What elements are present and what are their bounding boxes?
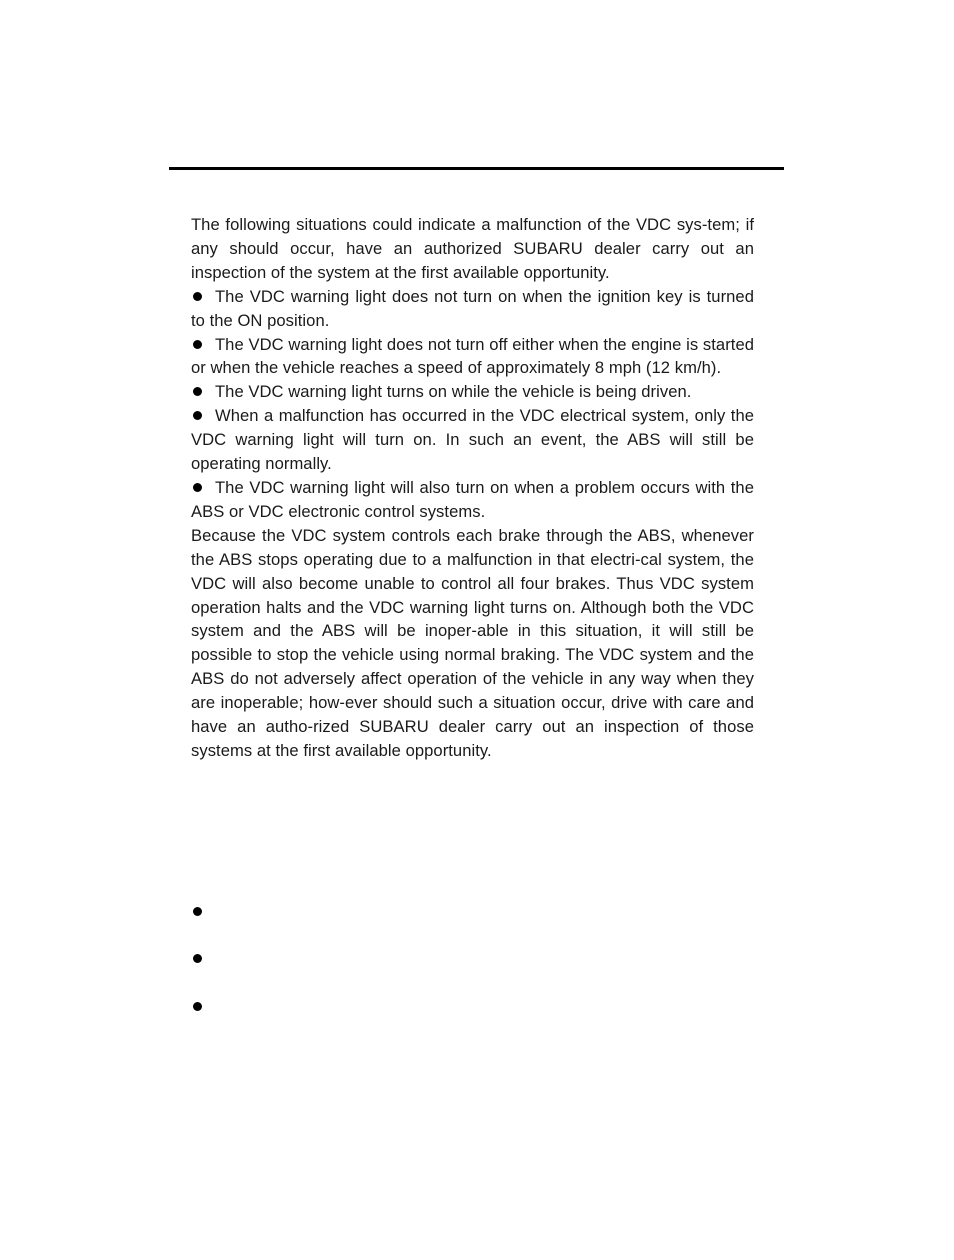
intro-paragraph: The following situations could indicate a malfunction of the VDC sys-tem; if any should occur, have an authorized SUBARU dealer carry out an inspection of the system at the first available opportunity. — [191, 215, 754, 282]
bullet-text: The VDC warning light does not turn on when the ignition key is turned to the ON position. — [191, 286, 754, 330]
bullet-icon — [193, 1002, 202, 1011]
bullet-icon — [191, 476, 215, 500]
bullet-text: The VDC warning light turns on while the vehicle is being driven. — [215, 382, 692, 402]
bullet-text: When a malfunction has occurred in the VDC electrical system, only the VDC warning light will turn on. In such an event, the ABS will still be operating normally. — [191, 406, 754, 474]
bullet-icon — [193, 954, 202, 963]
section-divider — [169, 167, 784, 170]
bullet-text: The VDC warning light does not turn off either when the engine is started or when the vehicle reaches a speed of approximately 8 mph (12 km/h). — [191, 334, 754, 378]
bullet-item — [191, 476, 754, 524]
bullet-icon — [191, 285, 215, 309]
bullet-text: The VDC warning light will also turn on when a problem occurs with the ABS or VDC electronic control systems. — [191, 477, 754, 521]
bullet-icon — [191, 333, 215, 357]
bullet-icon — [193, 907, 202, 916]
bullet-item — [191, 285, 754, 333]
bullet-item — [191, 333, 754, 381]
bullet-item — [191, 404, 754, 476]
bullet-item — [191, 380, 754, 404]
bullet-icon — [191, 404, 215, 428]
bullet-icon — [191, 380, 215, 404]
closing-paragraph: Because the VDC system controls each brake through the ABS, whenever the ABS stops operating due to a malfunction in that electri-cal system, the VDC will also become unable to control all four brakes. Thus VDC system operation halts and the VDC warning light turns on. Although both the VDC system and the ABS will be inoper-able in this situation, it will still be possible to stop the vehicle using normal braking. The VDC system and the ABS do not adversely affect operation of the vehicle in any way when they are inoperable; how-ever should such a situation occur, drive with care and have an autho-rized SUBARU dealer carry out an inspection of those systems at the first available opportunity. — [191, 525, 754, 760]
main-text — [191, 213, 754, 763]
